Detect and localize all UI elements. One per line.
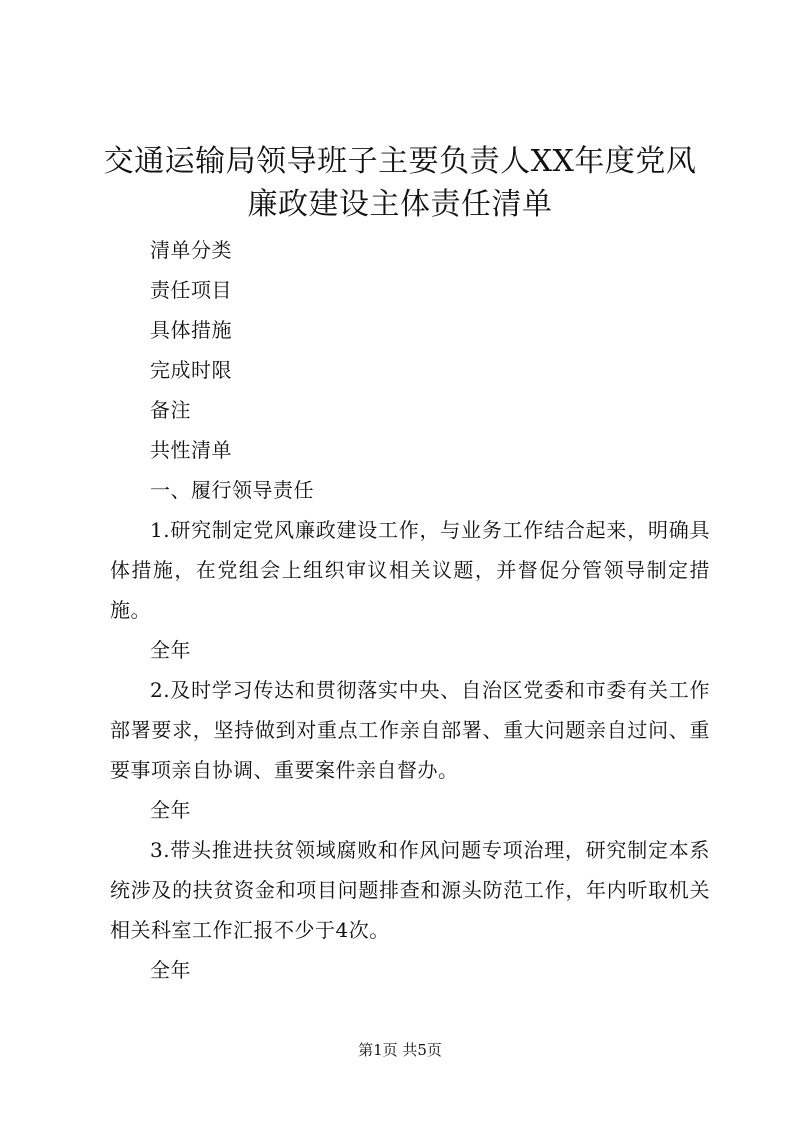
list-item-2: 2.及时学习传达和贯彻落实中央、自治区党委和市委有关工作部署要求，坚持做到对重点工作亲自部署、重大问题亲自过问、重要事项亲自协调、重要案件亲自督办。	[110, 678, 710, 782]
list-item-1-deadline: 全年	[150, 638, 191, 662]
page-footer: 第1页 共5页	[358, 1041, 442, 1059]
paragraph-common-list: 共性清单	[150, 438, 232, 462]
list-item-3: 3.带头推进扶贫领域腐败和作风问题专项治理，研究制定本系统涉及的扶贫资金和项目问题排查和源头防范工作，年内听取机关相关科室工作汇报不少于4次。	[110, 838, 710, 942]
list-item-3-deadline: 全年	[150, 958, 191, 982]
document-body	[110, 230, 710, 990]
section-heading: 一、履行领导责任	[150, 478, 314, 502]
list-item-2-deadline: 全年	[150, 798, 191, 822]
paragraph-item: 责任项目	[150, 278, 232, 302]
title-line-1: 交通运输局领导班子主要负责人XX年度党风	[103, 144, 697, 179]
paragraph-measures: 具体措施	[150, 318, 232, 342]
title-line-2: 廉政建设主体责任清单	[247, 187, 553, 222]
list-item-1: 1.研究制定党风廉政建设工作，与业务工作结合起来，明确具体措施，在党组会上组织审议相关议题，并督促分管领导制定措施。	[110, 518, 710, 622]
paragraph-category: 清单分类	[150, 238, 232, 262]
paragraph-deadline: 完成时限	[150, 358, 232, 382]
document-title	[100, 140, 700, 226]
paragraph-remarks: 备注	[150, 398, 191, 422]
